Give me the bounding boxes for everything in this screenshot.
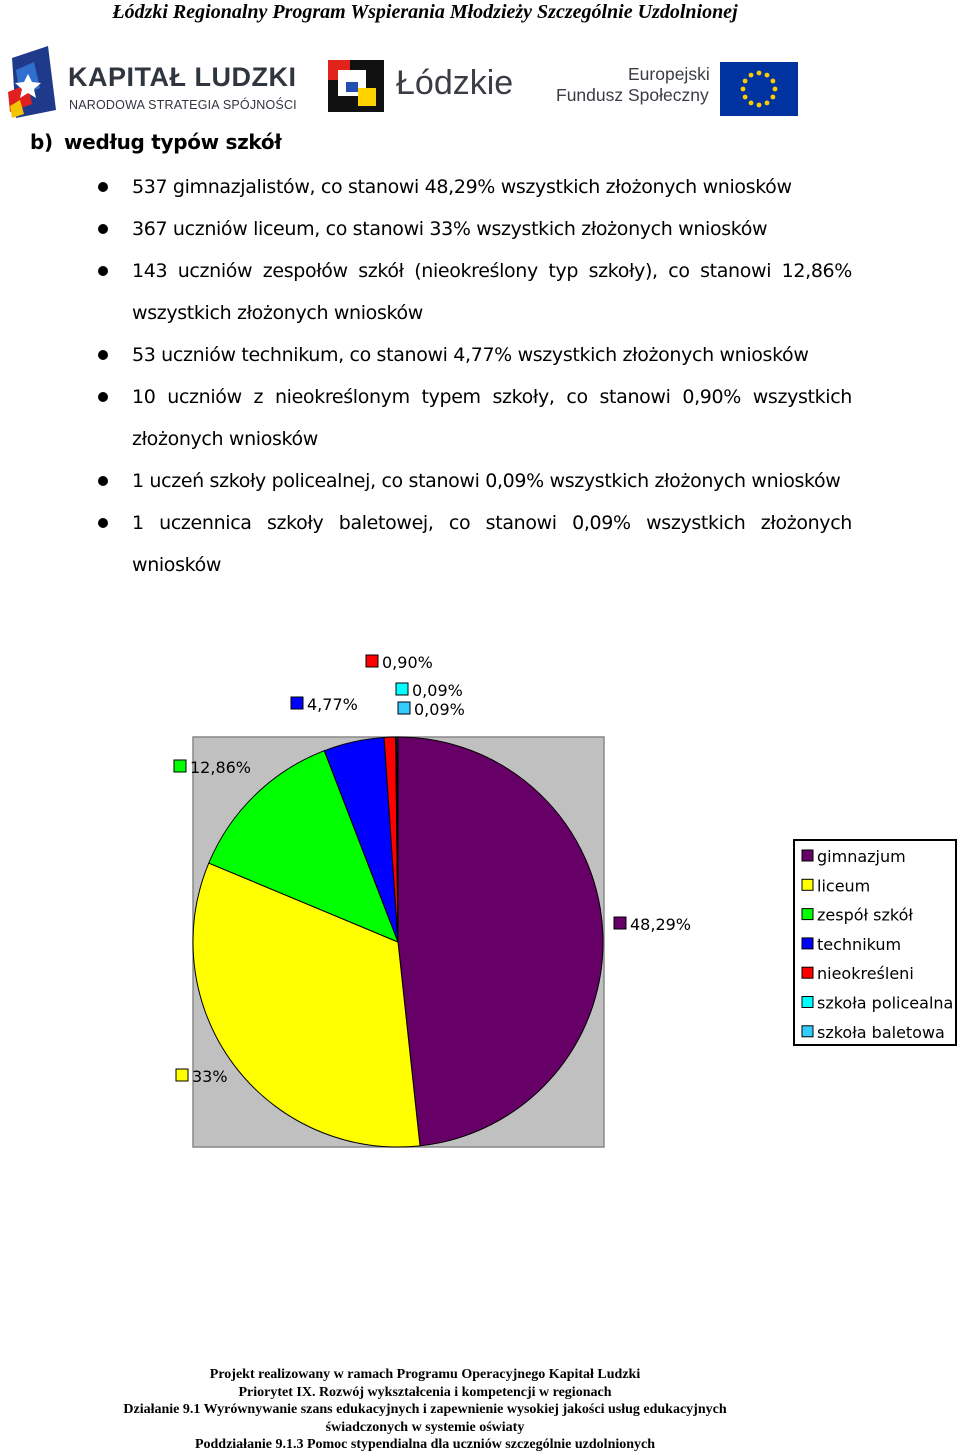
legend-label-technikum: technikum [817,934,902,954]
data-label-nieokresleni: 0,90% [382,653,433,672]
legend-swatch-szkola-baletowa [802,1026,813,1037]
bullet-icon [98,392,108,402]
kapital-ludzki-star-icon [6,40,62,120]
efs-logo [552,62,802,118]
data-label-zespol-szkol: 12,86% [190,758,252,777]
bullet-icon [98,350,108,360]
efs-line1: Europejski [628,64,710,84]
section-heading [30,130,281,154]
section-title: według typów szkół [64,130,282,154]
legend-swatch-nieokresleni [802,967,813,978]
list-item: 537 gimnazjalistów, co stanowi 48,29% wszystkich złożonych wniosków [0,166,852,208]
legend-swatch-zespol-szkol [802,909,813,920]
kapital-ludzki-logo [6,40,306,120]
legend-label-gimnazjum: gimnazjum [817,847,906,866]
list-item: 10 uczniów z nieokreślonym typem szkoły, co stanowi 0,90% wszystkich złożonych wniosków [0,376,852,460]
lodzkie-emblem-icon [328,60,384,112]
data-label-key-zespol-szkol [174,760,186,772]
data-label-technikum: 4,77% [307,695,358,714]
kapital-ludzki-name: KAPITAŁ LUDZKI [68,62,297,92]
footer-line-3: Działanie 9.1 Wyrównywanie szans edukacyjnych i zapewnienie wysokiej jakości usług edukacyjnych [123,1402,727,1417]
list-item: 53 uczniów technikum, co stanowi 4,77% wszystkich złożonych wniosków [0,334,852,376]
data-label-key-szkola-policealna [396,683,408,695]
data-label-key-liceum [176,1069,188,1081]
data-label-key-technikum [291,697,303,709]
school-type-pie-chart [0,640,960,1160]
efs-line2: Fundusz Społeczny [556,85,709,105]
efs-text [556,64,710,106]
legend-label-szkola-policealna: szkoła policealna [817,993,954,1013]
footer-line-5: Poddziałanie 9.1.3 Pomoc stypendialna dla uczniów szczególnie uzdolnionych [194,1437,656,1452]
school-type-list [0,166,852,586]
list-item: 367 uczniów liceum, co stanowi 33% wszystkich złożonych wniosków [0,208,852,250]
logo-bar [0,34,960,124]
data-label-szkola-policealna: 0,09% [412,681,463,700]
document-footer [80,1366,770,1454]
section-marker: b) [30,130,53,154]
kapital-ludzki-subtitle: NARODOWA STRATEGIA SPÓJNOŚCI [69,98,297,112]
legend-swatch-gimnazjum [802,850,813,861]
bullet-icon [98,182,108,192]
legend-label-liceum: liceum [817,876,871,896]
legend-label-zespol-szkol: zespół szkół [817,905,913,925]
list-item: 1 uczeń szkoły policealnej, co stanowi 0,09% wszystkich złożonych wniosków [0,460,852,502]
bullet-icon [98,224,108,234]
data-label-liceum: 33% [192,1067,228,1086]
list-item: 143 uczniów zespołów szkół (nieokreślony typ szkoły), co stanowi 12,86% wszystkich złożonych wniosków [0,250,852,334]
footer-line-4: świadczonych w systemie oświaty [325,1419,525,1435]
document-header-title: Łódzki Regionalny Program Wspierania Młodzieży Szczególnie Uzdolnionej [112,1,738,23]
legend-swatch-liceum [802,879,813,890]
legend-swatch-szkola-policealna [802,997,813,1008]
data-label-szkola-baletowa: 0,09% [414,700,465,719]
data-label-key-szkola-baletowa [398,702,410,714]
lodzkie-name: Łódzkie [396,64,514,102]
bullet-icon [98,518,108,528]
legend-label-nieokresleni: nieokreśleni [817,964,914,984]
lodzkie-logo [328,60,528,118]
footer-line-1: Projekt realizowany w ramach Programu Operacyjnego Kapitał Ludzki [209,1367,641,1382]
list-item: 1 uczennica szkoły baletowej, co stanowi 0,09% wszystkich złożonych wniosków [0,502,852,586]
legend-swatch-technikum [802,938,813,949]
legend-label-szkola-baletowa: szkoła baletowa [817,1022,945,1042]
bullet-icon [98,476,108,486]
bullet-icon [98,266,108,276]
data-label-key-nieokresleni [366,655,378,667]
data-label-key-gimnazjum [614,917,626,929]
data-label-gimnazjum: 48,29% [630,915,692,934]
eu-flag-icon [720,62,798,116]
footer-line-2: Priorytet IX. Rozwój wykształcenia i kompetencji w regionach [238,1384,612,1400]
